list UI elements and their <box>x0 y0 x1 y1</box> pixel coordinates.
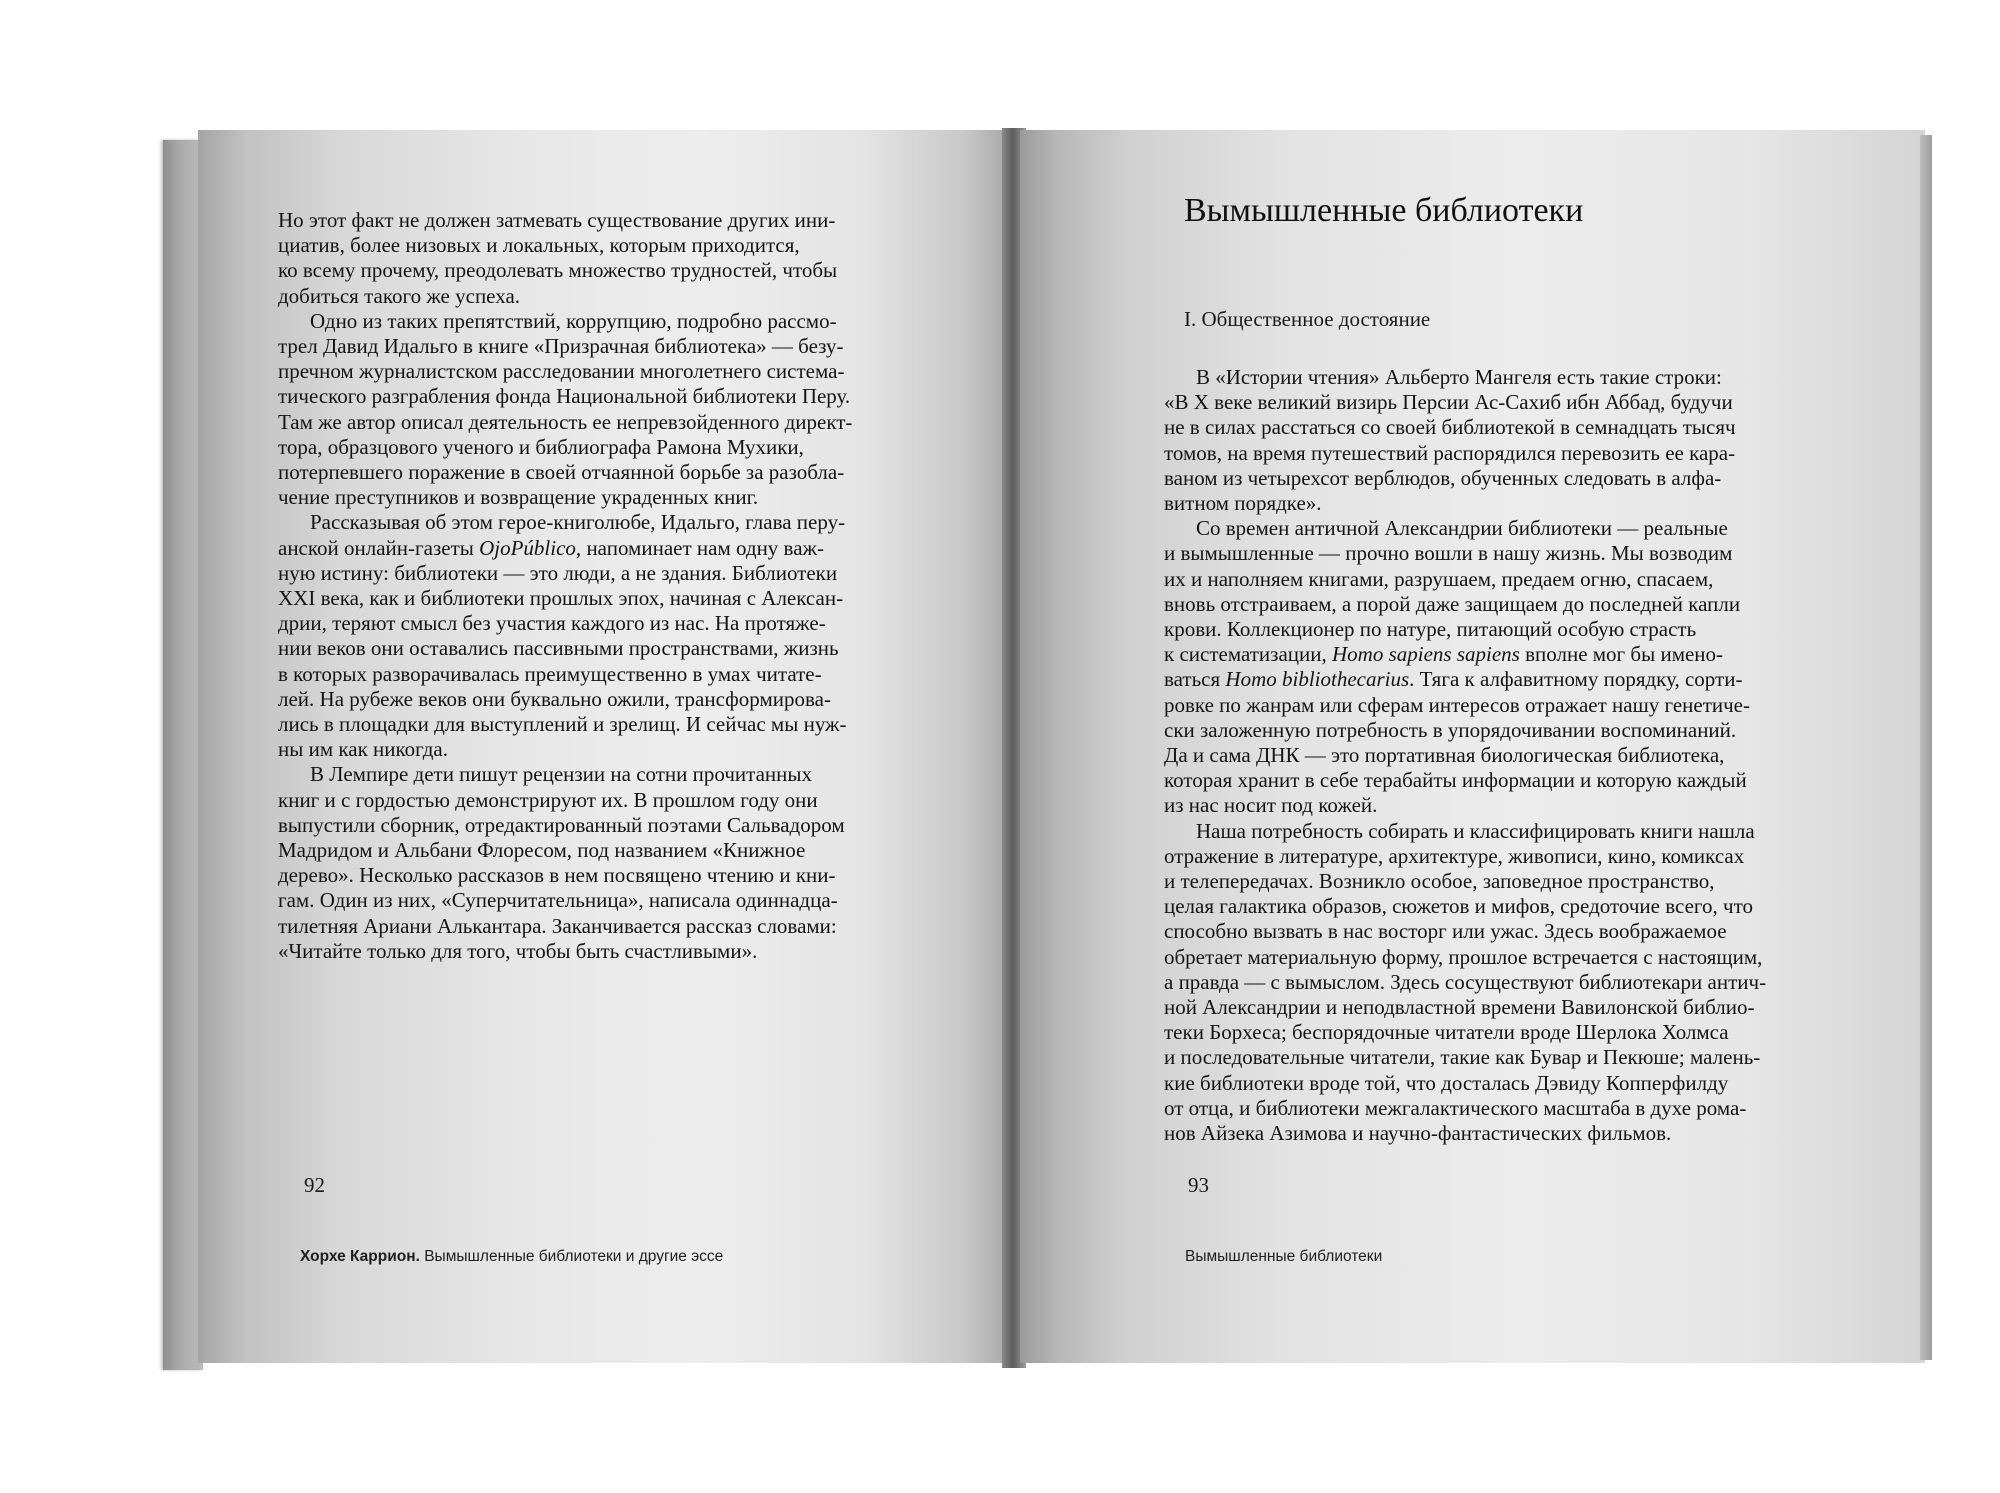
text-line-content: Со времен античной Александрии библиотеки — реальные <box>1196 516 1728 541</box>
text-line-content: Но этот факт не должен затмевать существование других ини- <box>278 208 836 232</box>
text-line-content: напоминает нам одну важ- <box>581 535 825 560</box>
text-line-content: «В X веке великий визирь Персии Ас-Сахиб ибн Аббад, будучи <box>1164 390 1733 415</box>
text-line <box>278 309 978 334</box>
text-line <box>278 258 978 283</box>
right-page-edges <box>1920 135 1932 1360</box>
text-line-content: Да и сама ДНК — это портативная биологическая библиотека, <box>1164 743 1725 768</box>
text-line <box>278 788 978 813</box>
text-line-content: Одно из таких препятствий, коррупцию, подробно рассмо- <box>310 308 837 333</box>
text-line <box>1164 945 1904 970</box>
italic-term: OjoPúblico, <box>479 535 582 560</box>
running-book-title: Вымышленные библиотеки и другие эссе <box>419 1248 724 1265</box>
text-line <box>1164 415 1904 440</box>
text-line-content: В «Истории чтения» Альберто Мангеля есть такие строки: <box>1196 365 1722 389</box>
text-line <box>1164 793 1904 818</box>
text-line-content: книг и с гордостью демонстрируют их. В прошлом году они <box>278 787 818 812</box>
text-line <box>1164 541 1904 566</box>
text-line-content: и последовательные читатели, такие как Бувар и Пекюше; малень- <box>1164 1045 1761 1070</box>
text-line-content: лей. На рубеже веков они буквально ожили, трансформирова- <box>278 686 831 711</box>
text-line <box>1164 617 1904 642</box>
text-line <box>1164 743 1904 768</box>
text-line <box>278 208 978 233</box>
text-line <box>278 435 978 460</box>
text-line <box>278 636 978 661</box>
text-line <box>278 712 978 737</box>
left-page-edges <box>163 140 203 1370</box>
text-line <box>278 536 978 561</box>
italic-term: Homo bibliothecarius <box>1225 667 1410 692</box>
text-line <box>278 410 978 435</box>
text-line-content: обретает материальную форму, прошлое встречается с настоящим, <box>1164 944 1763 969</box>
text-line-content: их и наполняем книгами, разрушаем, предаем огню, спасаем, <box>1164 566 1714 591</box>
text-line <box>1164 466 1904 491</box>
text-line <box>1164 768 1904 793</box>
text-line <box>278 813 978 838</box>
right-body-text <box>1164 365 1904 1146</box>
text-line-content: тора, образцового ученого и библиографа Рамона Мухики, <box>278 434 804 459</box>
text-line-content: потерпевшего поражение в своей отчаянной борьбе за разобла- <box>278 460 845 485</box>
text-line <box>278 888 978 913</box>
text-line <box>1164 592 1904 617</box>
running-footer-right: Вымышленные библиотеки <box>1185 1248 1383 1265</box>
text-line-content: которая хранит в себе терабайты информации и которую каждый <box>1164 768 1747 793</box>
text-line-content: отражение в литературе, архитектуре, живописи, кино, комиксах <box>1164 843 1745 868</box>
text-line-content: вновь отстраиваем, а порой даже защищаем до последней капли <box>1164 591 1741 616</box>
text-line-content: крови. Коллекционер по натуре, питающий особую страсть <box>1164 617 1697 642</box>
text-line-content: дерево». Несколько рассказов в нем посвящено чтению и кни- <box>278 863 836 888</box>
text-line <box>1164 819 1904 844</box>
text-line <box>278 611 978 636</box>
text-line <box>1164 1045 1904 1070</box>
text-line <box>1164 667 1904 692</box>
text-line <box>1164 567 1904 592</box>
text-line-content: ную истину: библиотеки — это люди, а не здания. Библиотеки <box>278 560 838 585</box>
text-line <box>1164 1020 1904 1045</box>
text-line <box>278 762 978 787</box>
text-line <box>1164 441 1904 466</box>
text-line-content: к систематизации, <box>1164 642 1332 667</box>
text-line <box>278 359 978 384</box>
text-line-content: ваном из четырехсот верблюдов, обученных следовать в алфа- <box>1164 465 1722 490</box>
text-line <box>1164 718 1904 743</box>
text-line-content: томов, на время путешествий распорядился перевозить ее кара- <box>1164 440 1736 465</box>
text-line <box>278 586 978 611</box>
text-line-content: Мадридом и Альбани Флоресом, под названием «Книжное <box>278 838 806 863</box>
text-line-content: лись в площадки для выступлений и зрелищ. И сейчас мы нуж- <box>278 712 847 737</box>
text-line <box>1164 995 1904 1020</box>
text-line <box>278 460 978 485</box>
text-line <box>1164 970 1904 995</box>
text-line-content: трел Давид Идальго в книге «Призрачная библиотека» — безу- <box>278 334 844 359</box>
text-line <box>278 233 978 258</box>
text-line-content: вполне мог бы имено- <box>1519 642 1724 667</box>
text-line-content: Рассказывая об этом герое-книголюбе, Идальго, глава перу- <box>310 510 846 535</box>
text-line <box>1164 516 1904 541</box>
text-line-content: тического разграбления фонда Национальной библиотеки Перу. <box>278 384 851 409</box>
text-line-content: ной Александрии и неподвластной времени Вавилонской библио- <box>1164 995 1755 1020</box>
text-line-content: целая галактика образов, сюжетов и мифов, средоточие всего, что <box>1164 894 1753 919</box>
text-line <box>278 561 978 586</box>
text-line-content: нии веков они оставались пассивными пространствами, жизнь <box>278 636 839 661</box>
text-line <box>1164 1096 1904 1121</box>
text-line-content: в которых разворачивалась преимущественно в умах читате- <box>278 661 822 686</box>
text-line-content: а правда — с вымыслом. Здесь сосуществуют библиотекари антич- <box>1164 969 1767 994</box>
text-line-content: чение преступников и возвращение украденных книг. <box>278 485 759 510</box>
text-line-content: пречном журналистском расследовании многолетнего система- <box>278 359 845 384</box>
text-line-content: ски заложенную потребность в упорядочивании воспоминаний. <box>1164 717 1737 742</box>
text-line <box>278 284 978 309</box>
text-line-content: не в силах расстаться со своей библиотекой в семнадцать тысяч <box>1164 415 1736 440</box>
text-line <box>278 737 978 762</box>
text-line <box>1164 1071 1904 1096</box>
text-line <box>1164 844 1904 869</box>
text-line-content: Наша потребность собирать и классифицировать книги нашла <box>1196 818 1755 843</box>
text-line <box>278 510 978 535</box>
text-line <box>278 334 978 359</box>
italic-term: Homo sapiens sapiens <box>1332 642 1520 667</box>
text-line <box>1164 491 1904 516</box>
text-line <box>1164 869 1904 894</box>
text-line <box>1164 1121 1904 1146</box>
text-line <box>278 687 978 712</box>
text-line <box>278 384 978 409</box>
text-line-content: анской онлайн-газеты <box>278 535 480 560</box>
text-line-content: витном порядке». <box>1164 491 1322 516</box>
text-line-content: теки Борхеса; беспорядочные читатели вроде Шерлока Холмса <box>1164 1020 1729 1045</box>
left-body-text <box>278 208 978 964</box>
text-line-content: гам. Один из них, «Суперчитательница», написала одиннадца- <box>278 888 838 913</box>
text-line-content: кие библиотеки вроде той, что досталась Дэвиду Копперфилду <box>1164 1070 1729 1095</box>
text-line-content: добиться такого же успеха. <box>278 283 521 308</box>
text-line <box>278 485 978 510</box>
text-line <box>1164 693 1904 718</box>
text-line-content: ровке по жанрам или сферам интересов отражает нашу генетиче- <box>1164 692 1751 717</box>
text-line-content: циатив, более низовых и локальных, которым приходится, <box>278 233 800 258</box>
text-line-content: тилетняя Ариани Алькантара. Заканчивается рассказ словами: <box>278 913 837 938</box>
text-line <box>1164 919 1904 944</box>
text-line <box>278 838 978 863</box>
text-line <box>1164 365 1904 390</box>
right-page <box>1020 130 1925 1363</box>
chapter-title: Вымышленные библиотеки <box>1184 192 1584 229</box>
text-line-content: и вымышленные — прочно вошли в нашу жизнь. Мы возводим <box>1164 541 1733 566</box>
text-line-content: XXI века, как и библиотеки прошлых эпох, начиная с Алексан- <box>278 586 844 611</box>
text-line-content: из нас носит под кожей. <box>1164 793 1378 818</box>
text-line-content: ко всему прочему, преодолевать множество трудностей, чтобы <box>278 258 838 283</box>
text-line-content: Там же автор описал деятельность ее непревзойденного директ- <box>278 409 853 434</box>
text-line-content: нов Айзека Азимова и научно-фантастических фильмов. <box>1164 1121 1672 1146</box>
text-line <box>278 863 978 888</box>
text-line <box>1164 642 1904 667</box>
text-line-content: ваться <box>1164 667 1226 692</box>
text-line-content: выпустили сборник, отредактированный поэтами Сальвадором <box>278 812 845 837</box>
text-line-content: ны им как никогда. <box>278 737 448 762</box>
left-page <box>198 130 1010 1363</box>
section-title: I. Общественное достояние <box>1184 307 1431 331</box>
text-line <box>278 662 978 687</box>
text-line-content: дрии, теряют смысл без участия каждого из нас. На протяже- <box>278 611 826 636</box>
text-line-content: способно вызвать в нас восторг или ужас. Здесь воображаемое <box>1164 919 1727 944</box>
running-footer-left <box>300 1248 723 1266</box>
text-line <box>1164 894 1904 919</box>
page-number-left: 92 <box>304 1173 325 1197</box>
text-line-content: . Тяга к алфавитному порядку, сорти- <box>1409 667 1743 692</box>
text-line <box>1164 390 1904 415</box>
text-line <box>278 914 978 939</box>
page-number-right: 93 <box>1188 1173 1209 1197</box>
text-line-content: и телепередачах. Возникло особое, заповедное пространство, <box>1164 869 1715 894</box>
text-line-content: от отца, и библиотеки межгалактического масштаба в духе рома- <box>1164 1095 1747 1120</box>
text-line-content: В Лемпире дети пишут рецензии на сотни прочитанных <box>310 762 812 787</box>
running-author: Хорхе Каррион. <box>300 1248 420 1265</box>
text-line-content: «Читайте только для того, чтобы быть счастливыми». <box>278 938 758 963</box>
text-line <box>278 939 978 964</box>
